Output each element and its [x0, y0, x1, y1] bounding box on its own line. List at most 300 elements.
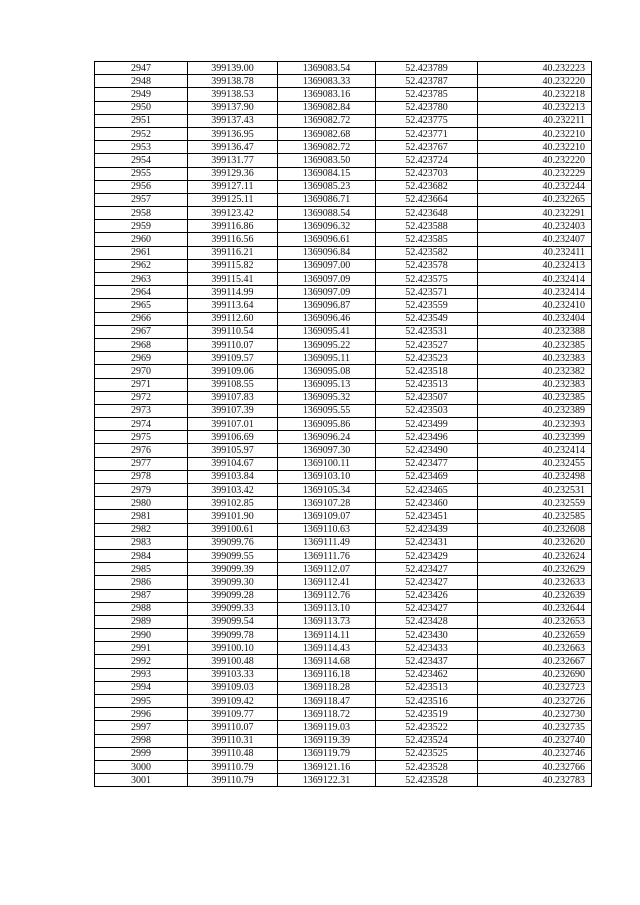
table-cell: 2979 [95, 484, 188, 497]
table-cell: 399116.86 [188, 220, 278, 233]
table-cell: 2993 [95, 668, 188, 681]
table-cell: 2986 [95, 576, 188, 589]
table-cell: 40.232210 [478, 127, 592, 140]
table-cell: 2947 [95, 62, 188, 75]
table-cell: 1369122.31 [278, 774, 376, 787]
table-cell: 52.423465 [376, 484, 478, 497]
table-row [95, 536, 592, 549]
table-cell: 40.232414 [478, 444, 592, 457]
table-cell: 1369110.63 [278, 523, 376, 536]
table-cell: 1369103.10 [278, 470, 376, 483]
table-row [95, 734, 592, 747]
table-cell: 2988 [95, 602, 188, 615]
table-cell: 1369083.16 [278, 88, 376, 101]
table-row [95, 470, 592, 483]
table-cell: 1369083.54 [278, 62, 376, 75]
table-cell: 2976 [95, 444, 188, 457]
table-row [95, 629, 592, 642]
table-cell: 1369083.33 [278, 75, 376, 88]
table-cell: 2989 [95, 615, 188, 628]
table-cell: 52.423525 [376, 747, 478, 760]
table-cell: 3000 [95, 760, 188, 773]
table-cell: 2982 [95, 523, 188, 536]
table-cell: 52.423516 [376, 695, 478, 708]
table-cell: 52.423469 [376, 470, 478, 483]
table-cell: 1369114.68 [278, 655, 376, 668]
table-cell: 2967 [95, 325, 188, 338]
table-cell: 1369118.47 [278, 695, 376, 708]
table-cell: 40.232726 [478, 695, 592, 708]
table-cell: 399131.77 [188, 154, 278, 167]
table-cell: 399100.61 [188, 523, 278, 536]
table-cell: 399115.82 [188, 259, 278, 272]
table-cell: 52.423575 [376, 273, 478, 286]
table-row [95, 154, 592, 167]
table-cell: 399112.60 [188, 312, 278, 325]
table-cell: 1369112.76 [278, 589, 376, 602]
table-cell: 40.232385 [478, 338, 592, 351]
table-cell: 1369095.13 [278, 378, 376, 391]
table-cell: 2969 [95, 352, 188, 365]
table-cell: 52.423578 [376, 259, 478, 272]
table-cell: 2964 [95, 286, 188, 299]
table-cell: 40.232218 [478, 88, 592, 101]
table-cell: 40.232211 [478, 114, 592, 127]
table-row [95, 88, 592, 101]
table-row [95, 497, 592, 510]
table-row [95, 378, 592, 391]
table-cell: 52.423787 [376, 75, 478, 88]
table-cell: 52.423588 [376, 220, 478, 233]
table-cell: 1369097.30 [278, 444, 376, 457]
table-cell: 52.423585 [376, 233, 478, 246]
table-row [95, 589, 592, 602]
table-row [95, 220, 592, 233]
table-cell: 1369095.41 [278, 325, 376, 338]
table-cell: 40.232213 [478, 101, 592, 114]
table-cell: 399099.76 [188, 536, 278, 549]
table-cell: 2961 [95, 246, 188, 259]
table-cell: 1369107.28 [278, 497, 376, 510]
table-cell: 1369095.11 [278, 352, 376, 365]
table-cell: 52.423477 [376, 457, 478, 470]
table-cell: 52.423775 [376, 114, 478, 127]
table-cell: 2984 [95, 549, 188, 562]
table-row [95, 312, 592, 325]
table-cell: 2975 [95, 431, 188, 444]
table-cell: 40.232403 [478, 220, 592, 233]
table-cell: 52.423785 [376, 88, 478, 101]
table-cell: 40.232413 [478, 259, 592, 272]
table-cell: 40.232385 [478, 391, 592, 404]
table-cell: 52.423433 [376, 642, 478, 655]
table-row [95, 760, 592, 773]
table-cell: 40.232585 [478, 510, 592, 523]
table-cell: 2953 [95, 141, 188, 154]
table-cell: 40.232388 [478, 325, 592, 338]
table-cell: 399114.99 [188, 286, 278, 299]
table-row [95, 681, 592, 694]
table-cell: 52.423767 [376, 141, 478, 154]
table-cell: 2996 [95, 708, 188, 721]
table-cell: 399107.39 [188, 404, 278, 417]
table-cell: 52.423490 [376, 444, 478, 457]
table-cell: 1369114.11 [278, 629, 376, 642]
table-cell: 1369082.68 [278, 127, 376, 140]
table-cell: 40.232399 [478, 431, 592, 444]
table-cell: 52.423518 [376, 365, 478, 378]
table-cell: 52.423528 [376, 760, 478, 773]
table-cell: 399110.54 [188, 325, 278, 338]
table-cell: 52.423427 [376, 576, 478, 589]
table-cell: 52.423513 [376, 681, 478, 694]
table-cell: 2950 [95, 101, 188, 114]
table-cell: 1369112.41 [278, 576, 376, 589]
table-cell: 2999 [95, 747, 188, 760]
table-row [95, 549, 592, 562]
table-row [95, 233, 592, 246]
table-cell: 1369112.07 [278, 563, 376, 576]
table-cell: 2962 [95, 259, 188, 272]
table-cell: 399138.78 [188, 75, 278, 88]
table-cell: 40.232653 [478, 615, 592, 628]
table-row [95, 75, 592, 88]
table-row [95, 457, 592, 470]
table-row [95, 193, 592, 206]
table-cell: 399104.67 [188, 457, 278, 470]
table-cell: 2955 [95, 167, 188, 180]
table-cell: 40.232291 [478, 207, 592, 220]
table-cell: 1369118.28 [278, 681, 376, 694]
table-cell: 399099.39 [188, 563, 278, 576]
table-cell: 1369111.76 [278, 549, 376, 562]
table-cell: 1369096.87 [278, 299, 376, 312]
table-cell: 2977 [95, 457, 188, 470]
table-cell: 52.423789 [376, 62, 478, 75]
table-cell: 52.423571 [376, 286, 478, 299]
table-cell: 40.232723 [478, 681, 592, 694]
table-cell: 2966 [95, 312, 188, 325]
table-cell: 40.232414 [478, 273, 592, 286]
table-row [95, 418, 592, 431]
table-row [95, 391, 592, 404]
table-cell: 399138.53 [188, 88, 278, 101]
table-row [95, 642, 592, 655]
table-cell: 52.423724 [376, 154, 478, 167]
table-cell: 52.423682 [376, 180, 478, 193]
table-cell: 52.423549 [376, 312, 478, 325]
table-cell: 2985 [95, 563, 188, 576]
table-cell: 1369119.39 [278, 734, 376, 747]
table-cell: 40.232383 [478, 352, 592, 365]
table-cell: 52.423582 [376, 246, 478, 259]
table-cell: 1369095.32 [278, 391, 376, 404]
table-cell: 399103.84 [188, 470, 278, 483]
table-cell: 2997 [95, 721, 188, 734]
table-cell: 40.232659 [478, 629, 592, 642]
table-cell: 1369118.72 [278, 708, 376, 721]
table-row [95, 655, 592, 668]
table-cell: 1369095.86 [278, 418, 376, 431]
table-cell: 399110.07 [188, 338, 278, 351]
table-cell: 40.232624 [478, 549, 592, 562]
table-cell: 399129.36 [188, 167, 278, 180]
table-cell: 2971 [95, 378, 188, 391]
table-cell: 399125.11 [188, 193, 278, 206]
table-cell: 399102.85 [188, 497, 278, 510]
table-cell: 1369082.72 [278, 114, 376, 127]
table-cell: 399099.78 [188, 629, 278, 642]
table-cell: 399100.48 [188, 655, 278, 668]
table-cell: 1369082.72 [278, 141, 376, 154]
table-cell: 52.423780 [376, 101, 478, 114]
table-cell: 52.423428 [376, 615, 478, 628]
table-cell: 40.232531 [478, 484, 592, 497]
table-cell: 52.423522 [376, 721, 478, 734]
table-cell: 40.232746 [478, 747, 592, 760]
table-cell: 1369095.22 [278, 338, 376, 351]
table-cell: 2970 [95, 365, 188, 378]
table-cell: 52.423527 [376, 338, 478, 351]
table-row [95, 259, 592, 272]
table-cell: 52.423439 [376, 523, 478, 536]
table-row [95, 365, 592, 378]
table-cell: 40.232244 [478, 180, 592, 193]
table-cell: 2992 [95, 655, 188, 668]
table-row [95, 180, 592, 193]
table-cell: 1369116.18 [278, 668, 376, 681]
table-row [95, 602, 592, 615]
table-cell: 52.423523 [376, 352, 478, 365]
table-cell: 1369113.73 [278, 615, 376, 628]
table-cell: 399123.42 [188, 207, 278, 220]
table-cell: 399105.97 [188, 444, 278, 457]
table-cell: 1369109.07 [278, 510, 376, 523]
table-cell: 52.423648 [376, 207, 478, 220]
table-cell: 1369095.55 [278, 404, 376, 417]
table-cell: 1369096.46 [278, 312, 376, 325]
table-cell: 2965 [95, 299, 188, 312]
table-cell: 399110.79 [188, 774, 278, 787]
table-cell: 1369097.09 [278, 286, 376, 299]
table-cell: 40.232382 [478, 365, 592, 378]
table-cell: 40.232639 [478, 589, 592, 602]
table-cell: 399109.03 [188, 681, 278, 694]
table-cell: 1369119.79 [278, 747, 376, 760]
table-row [95, 273, 592, 286]
table-row [95, 668, 592, 681]
table-cell: 52.423528 [376, 774, 478, 787]
table-cell: 40.232498 [478, 470, 592, 483]
table-cell: 2958 [95, 207, 188, 220]
table-cell: 2952 [95, 127, 188, 140]
table-cell: 399108.55 [188, 378, 278, 391]
table-cell: 40.232735 [478, 721, 592, 734]
table-row [95, 721, 592, 734]
table-cell: 399110.31 [188, 734, 278, 747]
table-cell: 399099.55 [188, 549, 278, 562]
table-row [95, 114, 592, 127]
table-cell: 40.232265 [478, 193, 592, 206]
table-cell: 2973 [95, 404, 188, 417]
table-cell: 40.232210 [478, 141, 592, 154]
table-cell: 1369096.61 [278, 233, 376, 246]
table-row [95, 325, 592, 338]
table-cell: 1369084.15 [278, 167, 376, 180]
table-cell: 52.423460 [376, 497, 478, 510]
table-cell: 399099.33 [188, 602, 278, 615]
table-row [95, 523, 592, 536]
table-cell: 2963 [95, 273, 188, 286]
table-cell: 52.423524 [376, 734, 478, 747]
table-cell: 2994 [95, 681, 188, 694]
table-cell: 2959 [95, 220, 188, 233]
table-cell: 1369088.54 [278, 207, 376, 220]
table-cell: 40.232690 [478, 668, 592, 681]
table-cell: 399137.90 [188, 101, 278, 114]
table-cell: 2990 [95, 629, 188, 642]
table-cell: 2960 [95, 233, 188, 246]
table-cell: 2978 [95, 470, 188, 483]
table-row [95, 246, 592, 259]
table-cell: 1369097.09 [278, 273, 376, 286]
table-row [95, 563, 592, 576]
table-cell: 399107.01 [188, 418, 278, 431]
table-cell: 399099.28 [188, 589, 278, 602]
table-cell: 2981 [95, 510, 188, 523]
table-cell: 1369085.23 [278, 180, 376, 193]
table-row [95, 352, 592, 365]
table-cell: 52.423507 [376, 391, 478, 404]
table-row [95, 338, 592, 351]
table-cell: 52.423771 [376, 127, 478, 140]
table-row [95, 62, 592, 75]
table-cell: 399109.42 [188, 695, 278, 708]
table-cell: 40.232220 [478, 75, 592, 88]
table-cell: 52.423462 [376, 668, 478, 681]
table-cell: 399099.30 [188, 576, 278, 589]
table-cell: 40.232766 [478, 760, 592, 773]
table-row [95, 167, 592, 180]
table-cell: 52.423503 [376, 404, 478, 417]
table-cell: 2954 [95, 154, 188, 167]
table-cell: 1369114.43 [278, 642, 376, 655]
table-cell: 399110.07 [188, 721, 278, 734]
table-cell: 1369083.50 [278, 154, 376, 167]
table-row [95, 101, 592, 114]
table-cell: 399127.11 [188, 180, 278, 193]
table-cell: 399136.95 [188, 127, 278, 140]
table-cell: 399107.83 [188, 391, 278, 404]
coordinates-table [94, 61, 592, 787]
table-cell: 2980 [95, 497, 188, 510]
table-row [95, 695, 592, 708]
table-cell: 399106.69 [188, 431, 278, 444]
table-cell: 399139.00 [188, 62, 278, 75]
table-cell: 52.423664 [376, 193, 478, 206]
table-cell: 40.232559 [478, 497, 592, 510]
table-cell: 399137.43 [188, 114, 278, 127]
table-cell: 399110.48 [188, 747, 278, 760]
table-row [95, 127, 592, 140]
table-cell: 52.423431 [376, 536, 478, 549]
table-cell: 1369096.84 [278, 246, 376, 259]
table-row [95, 207, 592, 220]
table-cell: 399103.33 [188, 668, 278, 681]
table-cell: 399110.79 [188, 760, 278, 773]
table-cell: 40.232404 [478, 312, 592, 325]
table-cell: 52.423519 [376, 708, 478, 721]
table-cell: 52.423427 [376, 602, 478, 615]
table-cell: 40.232783 [478, 774, 592, 787]
table-cell: 2948 [95, 75, 188, 88]
table-body [95, 62, 592, 787]
table-cell: 52.423703 [376, 167, 478, 180]
table-cell: 1369086.71 [278, 193, 376, 206]
table-cell: 40.232663 [478, 642, 592, 655]
table-cell: 399116.56 [188, 233, 278, 246]
table-cell: 2987 [95, 589, 188, 602]
table-row [95, 141, 592, 154]
table-cell: 1369113.10 [278, 602, 376, 615]
table-row [95, 576, 592, 589]
table-row [95, 431, 592, 444]
table-cell: 1369097.00 [278, 259, 376, 272]
table-cell: 40.232414 [478, 286, 592, 299]
table-cell: 40.232620 [478, 536, 592, 549]
table-cell: 40.232667 [478, 655, 592, 668]
table-cell: 2991 [95, 642, 188, 655]
table-cell: 2998 [95, 734, 188, 747]
table-cell: 1369082.84 [278, 101, 376, 114]
table-row [95, 747, 592, 760]
table-cell: 2995 [95, 695, 188, 708]
table-cell: 1369096.24 [278, 431, 376, 444]
table-cell: 1369105.34 [278, 484, 376, 497]
table-cell: 2956 [95, 180, 188, 193]
table-cell: 40.232229 [478, 167, 592, 180]
table-cell: 40.232220 [478, 154, 592, 167]
table-cell: 1369096.32 [278, 220, 376, 233]
table-cell: 2974 [95, 418, 188, 431]
table-cell: 399109.06 [188, 365, 278, 378]
table-cell: 2972 [95, 391, 188, 404]
table-cell: 399100.10 [188, 642, 278, 655]
table-cell: 399136.47 [188, 141, 278, 154]
table-cell: 40.232740 [478, 734, 592, 747]
table-cell: 2968 [95, 338, 188, 351]
table-cell: 52.423531 [376, 325, 478, 338]
table-cell: 1369100.11 [278, 457, 376, 470]
table-row [95, 299, 592, 312]
table-cell: 3001 [95, 774, 188, 787]
table-cell: 40.232393 [478, 418, 592, 431]
table-cell: 52.423559 [376, 299, 478, 312]
table-row [95, 286, 592, 299]
table-cell: 399116.21 [188, 246, 278, 259]
table-cell: 52.423429 [376, 549, 478, 562]
table-cell: 40.232608 [478, 523, 592, 536]
table-cell: 399109.57 [188, 352, 278, 365]
table-cell: 2957 [95, 193, 188, 206]
table-cell: 2983 [95, 536, 188, 549]
table-cell: 52.423451 [376, 510, 478, 523]
table-cell: 40.232455 [478, 457, 592, 470]
table-row [95, 444, 592, 457]
table-cell: 1369111.49 [278, 536, 376, 549]
table-cell: 399103.42 [188, 484, 278, 497]
table-cell: 399099.54 [188, 615, 278, 628]
